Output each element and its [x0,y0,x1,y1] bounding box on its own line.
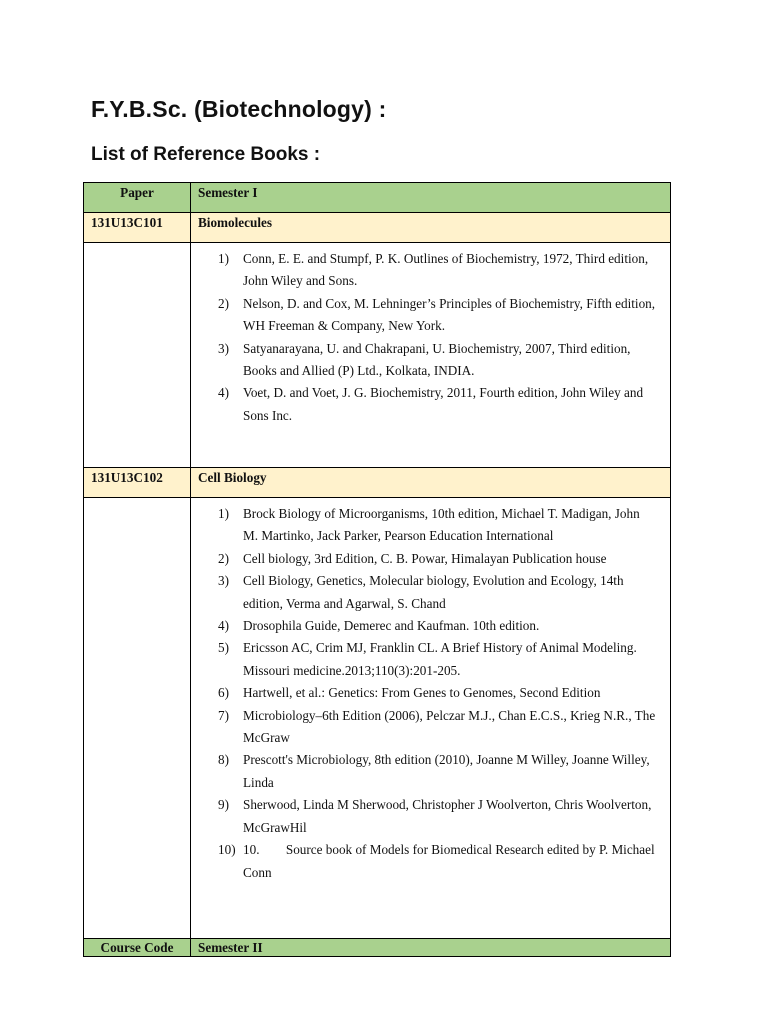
book-entry: Cell biology, 3rd Edition, C. B. Powar, Himalayan Publication house [243,550,607,566]
empty-cell [84,498,191,939]
list-item [191,570,656,615]
course-code: 131U13C102 [84,468,191,498]
list-item [191,705,656,750]
book-list-row [84,243,671,468]
list-number: 4) [218,385,229,401]
book-entry: Voet, D. and Voet, J. G. Biochemistry, 2011, Fourth edition, John Wiley and Sons Inc. [243,385,644,423]
list-item [191,637,656,682]
footer-course-code: Course Code [84,939,191,957]
book-list [191,243,670,435]
header-paper: Paper [84,183,191,213]
book-entry: Satyanarayana, U. and Chakrapani, U. Biochemistry, 2007, Third edition, Books and Allied (P) Ltd., Kolkata, INDIA. [243,340,631,379]
list-number: 1) [218,506,229,521]
book-list-row [84,498,671,939]
list-item [191,503,656,548]
book-entry: Hartwell, et al.: Genetics: From Genes to Genomes, Second Edition [243,685,601,701]
page-title: F.Y.B.Sc. (Biotechnology) : [91,96,387,122]
table-header-row [84,183,671,213]
course-row [84,213,671,243]
list-number: 9) [218,797,229,813]
list-item [191,548,656,570]
book-entry: 10. Source book of Models for Biomedical Research edited by P. Michael Conn [243,842,655,880]
section-subtitle: List of Reference Books : [91,144,321,165]
list-number: 1) [218,251,229,266]
footer-semester: Semester II [191,939,671,957]
empty-cell [84,243,191,468]
book-entry: Sherwood, Linda M Sherwood, Christopher J Woolverton, Chris Woolverton, McGrawHil [243,797,652,835]
list-item [191,839,656,884]
course-name: Biomolecules [191,213,671,243]
list-number: 4) [218,618,229,634]
list-item [191,749,656,794]
book-entry: Prescott's Microbiology, 8th edition (2010), Joanne M Willey, Joanne Willey, Linda [243,752,650,790]
list-number: 2) [218,295,229,311]
list-item [191,382,656,427]
list-item [191,248,656,293]
book-entry: Drosophila Guide, Demerec and Kaufman. 10th edition. [243,618,540,634]
list-item [191,682,656,704]
list-item [191,615,656,637]
book-list-cell [191,498,671,939]
book-entry: Nelson, D. and Cox, M. Lehninger’s Principles of Biochemistry, Fifth edition, WH Freeman & Company, New York. [243,295,656,334]
book-entry: Conn, E. E. and Stumpf, P. K. Outlines of Biochemistry, 1972, Third edition, John Wiley and Sons. [243,251,649,289]
list-item [191,794,656,839]
list-number: 2) [218,550,229,566]
header-semester: Semester I [191,183,671,213]
book-list [191,498,670,892]
list-number: 3) [218,340,229,356]
list-number: 5) [218,640,229,656]
book-entry: Brock Biology of Microorganisms, 10th edition, Michael T. Madigan, John M. Martinko, Jack Parker, Pearson Education International [243,506,640,544]
list-number: 8) [218,752,229,768]
reference-books-table [83,182,671,957]
table-footer-row [84,939,671,957]
book-entry: Cell Biology, Genetics, Molecular biology, Evolution and Ecology, 14th edition, Verma and Agarwal, S. Chand [243,573,624,611]
list-number: 3) [218,573,229,589]
list-number: 10) [218,842,236,858]
book-entry: Ericsson AC, Crim MJ, Franklin CL. A Brief History of Animal Modeling. Missouri medicine.2013;110(3):201-205. [243,640,637,678]
list-item [191,293,656,338]
list-number: 6) [218,685,229,701]
book-list-cell [191,243,671,468]
course-code: 131U13C101 [84,213,191,243]
course-row [84,468,671,498]
course-name: Cell Biology [191,468,671,498]
book-entry: Microbiology–6th Edition (2006), Pelczar M.J., Chan E.C.S., Krieg N.R., The McGraw [243,707,656,746]
list-item [191,338,656,383]
list-number: 7) [218,707,229,723]
